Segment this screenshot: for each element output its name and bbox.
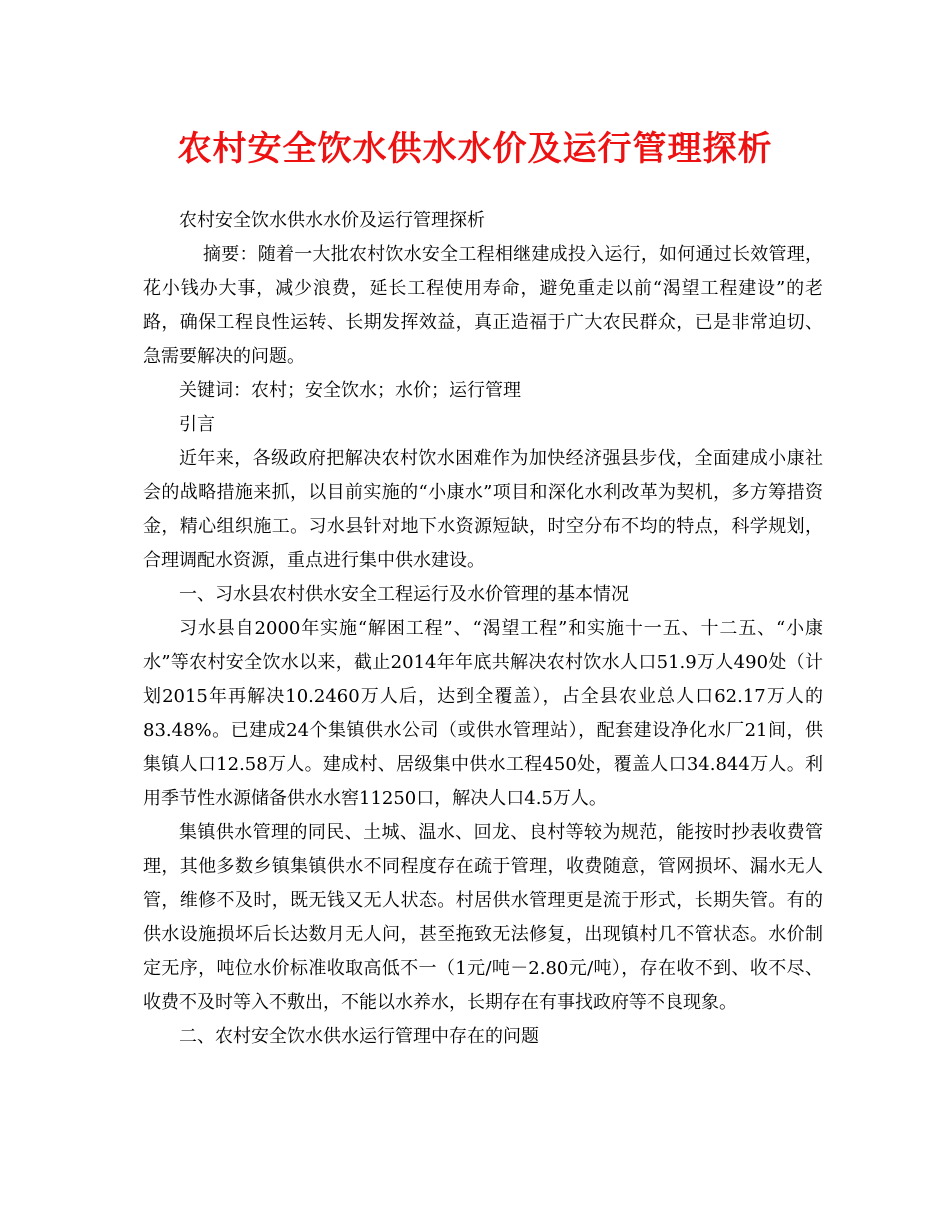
statistics-paragraph: 习水县自2000年实施“解困工程”、“渴望工程”和实施十一五、十二五、“小康水”等农村安全饮水以来，截止2014年年底共解决农村饮水人口51.9万人490处（计划2015年再解决10.2460万人后，达到全覆盖），占全县农业总人口62.17万人的83.48%。已建成24个集镇供水公司（或供水管理站），配套建设净化水厂21间，供集镇人口12.58万人。建成村、居级集中供水工程450处，覆盖人口34.844万人。利用季节性水源储备供水水窖11250口，解决人口4.5万人。 — [143, 618, 823, 809]
introduction-heading: 引言 — [179, 414, 215, 435]
introduction-paragraph: 近年来，各级政府把解决农村饮水困难作为加快经济强县步伐，全面建成小康社会的战略措施来抓，以目前实施的“小康水”项目和深化水利改革为契机，多方筹措资金，精心组织施工。习水县针对地下水资源短缺，时空分布不均的特点，科学规划，合理调配水资源，重点进行集中供水建设。 — [143, 448, 823, 571]
abstract-paragraph: 摘要：随着一大批农村饮水安全工程相继建成投入运行，如何通过长效管理，花小钱办大事，减少浪费，延长工程使用寿命，避免重走以前“渴望工程建设”的老路，确保工程良性运转、长期发挥效益，真正造福于广大农民群众，已是非常迫切、急需要解决的问题。 — [143, 244, 823, 367]
keywords-paragraph: 关键词：农村；安全饮水；水价；运行管理 — [179, 380, 521, 401]
management-paragraph: 集镇供水管理的同民、土城、温水、回龙、良村等较为规范，能按时抄表收费管理，其他多数乡镇集镇供水不同程度存在疏于管理，收费随意，管网损坏、漏水无人管，维修不及时，既无钱又无人状态。村居供水管理更是流于形式，长期失管。有的供水设施损坏后长达数月无人问，甚至拖致无法修复，出现镇村几不管状态。水价制定无序，吨位水价标准收取高低不一（1元/吨－2.80元/吨），存在收不到、收不尽、收费不及时等入不敷出，不能以水养水，长期存在有事找政府等不良现象。 — [143, 822, 823, 1013]
subtitle-paragraph: 农村安全饮水供水水价及运行管理探析 — [179, 210, 485, 231]
section-one-heading: 一、习水县农村供水安全工程运行及水价管理的基本情况 — [179, 584, 629, 605]
section-two-heading: 二、农村安全饮水供水运行管理中存在的问题 — [179, 1026, 539, 1047]
document-title: 农村安全饮水供水水价及运行管理探析 — [177, 129, 773, 169]
document-body — [143, 204, 823, 1054]
